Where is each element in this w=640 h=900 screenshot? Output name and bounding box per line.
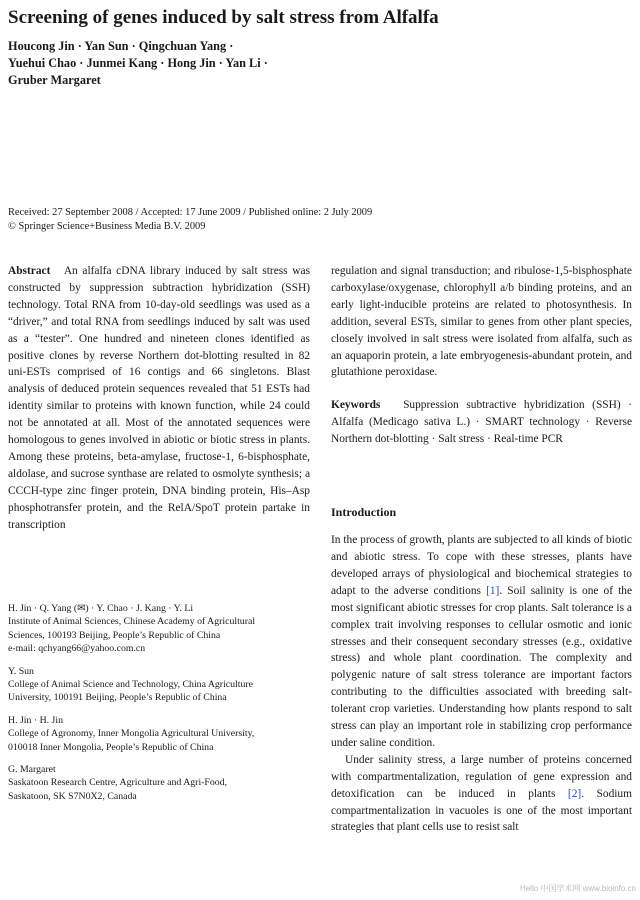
citation-link[interactable]: [1] <box>486 584 500 597</box>
affiliation-line: University, 100191 Beijing, People’s Republic of China <box>8 692 227 704</box>
affiliation-block <box>8 763 318 803</box>
affiliation-line: 010018 Inner Mongolia, People’s Republic of China <box>8 741 214 753</box>
affiliation-line: Y. Sun <box>8 665 34 677</box>
affiliations <box>8 602 318 812</box>
affiliation-block <box>8 665 318 705</box>
intro-text: In the process of growth, plants are subjected to all kinds of biotic and abiotic stress. To cope with these stresses, plants have developed arrays of physiological and biochemical strategies to adapt to the adverse conditions <box>331 534 632 597</box>
citation-link[interactable]: [2] <box>567 787 582 800</box>
email-address[interactable]: e-mail: qchyang66@yahoo.com.cn <box>8 643 146 655</box>
affiliation-line: Saskatoon Research Centre, Agriculture and Agri-Food, <box>8 777 228 789</box>
affiliation-line: College of Agronomy, Inner Mongolia Agricultural University, <box>8 728 255 740</box>
abstract <box>8 263 310 534</box>
abstract-label: Abstract <box>8 265 51 277</box>
introduction-paragraph <box>331 532 632 752</box>
publication-dates <box>8 206 628 234</box>
right-column <box>331 263 632 836</box>
paper-title: Screening of genes induced by salt stress from Alfalfa <box>8 7 439 28</box>
affiliation-block <box>8 714 318 754</box>
introduction-heading: Introduction <box>331 505 397 520</box>
affiliation-line: College of Animal Science and Technology, China Agriculture <box>8 679 253 691</box>
introduction-paragraph <box>331 752 632 837</box>
received-dates: Received: 27 September 2008 / Accepted: 17 June 2009 / Published online: 2 July 2009 <box>8 207 373 218</box>
affiliation-block <box>8 602 318 656</box>
affiliation-line: H. Jin · Q. Yang (✉) · Y. Chao · J. Kang · Y. Li <box>8 603 194 614</box>
author-line: Yuehui Chao · Junmei Kang · Hong Jin · Yan Li · <box>8 56 268 70</box>
author-line: Gruber Margaret <box>8 73 101 87</box>
affiliation-line: Institute of Animal Sciences, Chinese Academy of Agricultural <box>8 616 256 628</box>
copyright-notice: © Springer Science+Business Media B.V. 2009 <box>8 221 206 232</box>
keywords-label: Keywords <box>331 399 381 412</box>
intro-text: Under salinity stress, a large number of proteins concerned with compartmentalization, regulation of gene expression and detoxification can be induced in plants <box>331 753 632 800</box>
affiliation-line: Sciences, 100193 Beijing, People’s Republic of China <box>8 629 221 641</box>
abstract-continued: regulation and signal transduction; and ribulose-1,5-bisphosphate carboxylase/oxygenase, chlorophyll a/b binding proteins, and an early light-inducible proteins are related to photosynthesis. In addition, several ESTs, similar to genes from other plant species, closely involved in salt stress were isolated from alfalfa, such as an aquaporin protein, a late embryogenesis-abundant protein, and glutathione peroxidase. <box>331 265 632 379</box>
left-column <box>8 263 310 534</box>
watermark: Hello 中国学术网 www.bioinfo.cn <box>519 884 636 893</box>
abstract-text: An alfalfa cDNA library induced by salt stress was constructed by suppression subtraction hybridization (SSH) technology. Total RNA from 10-day-old seedlings was used as a “driver,” and total RNA from seedlings induced by salt was used as a “tester”. One hundred and nineteen clones identified as positive clones by reverse Northern dot-blotting resulted in 82 uni-ESTs comprised of 16 contigs and 66 singletons. Blast analysis of deduced protein sequences revealed that 51 ESTs had identity similar to proteins with known function, while 24 could not be annotated at all. Most of the annotated sequences were homologous to genes involved in abiotic or biotic stress in plants. Among these proteins, beta-amylase, fructose-1, 6-bisphosphate, aldolase, and sucrose synthase are related to osmolyte synthesis; a CCCH-type zinc finger protein, DNA binding protein, His–Asp phosphotransfer protein, and the RelA/SpoT protein partake in transcription <box>8 265 311 531</box>
keywords-list: Suppression subtractive hybridization (SSH) · Alfalfa (Medicago sativa L.) · SMART technology · Reverse Northern dot-blotting · Salt stress · Real-time PCR <box>331 399 632 446</box>
affiliation-line: Saskatoon, SK S7N0X2, Canada <box>8 790 137 802</box>
keywords <box>331 397 632 448</box>
intro-text: . Soil salinity is one of the most significant abiotic stresses for crop plants. Salt tolerance is a complex trait involving responses to cellular osmotic and ionic stresses and their consequent secondary stresses (e.g., oxidative stress) and whole plant coordination. The complexity and polygenic nature of salt stress tolerance are important factors contributing to the difficulties associated with breeding salt-tolerant crop varieties. Understanding how plants respond to salt stress can play an important role in stabilizing crop performance under saline condition. <box>331 584 632 749</box>
author-list <box>8 38 338 89</box>
affiliation-line: G. Margaret <box>8 764 56 776</box>
affiliation-line: H. Jin · H. Jin <box>8 714 63 726</box>
intro-text: . Sodium compartmentalization in vacuoles is one of the most important strategies that plant cells use to resist salt <box>331 787 632 834</box>
author-line: Houcong Jin · Yan Sun · Qingchuan Yang · <box>8 39 234 53</box>
